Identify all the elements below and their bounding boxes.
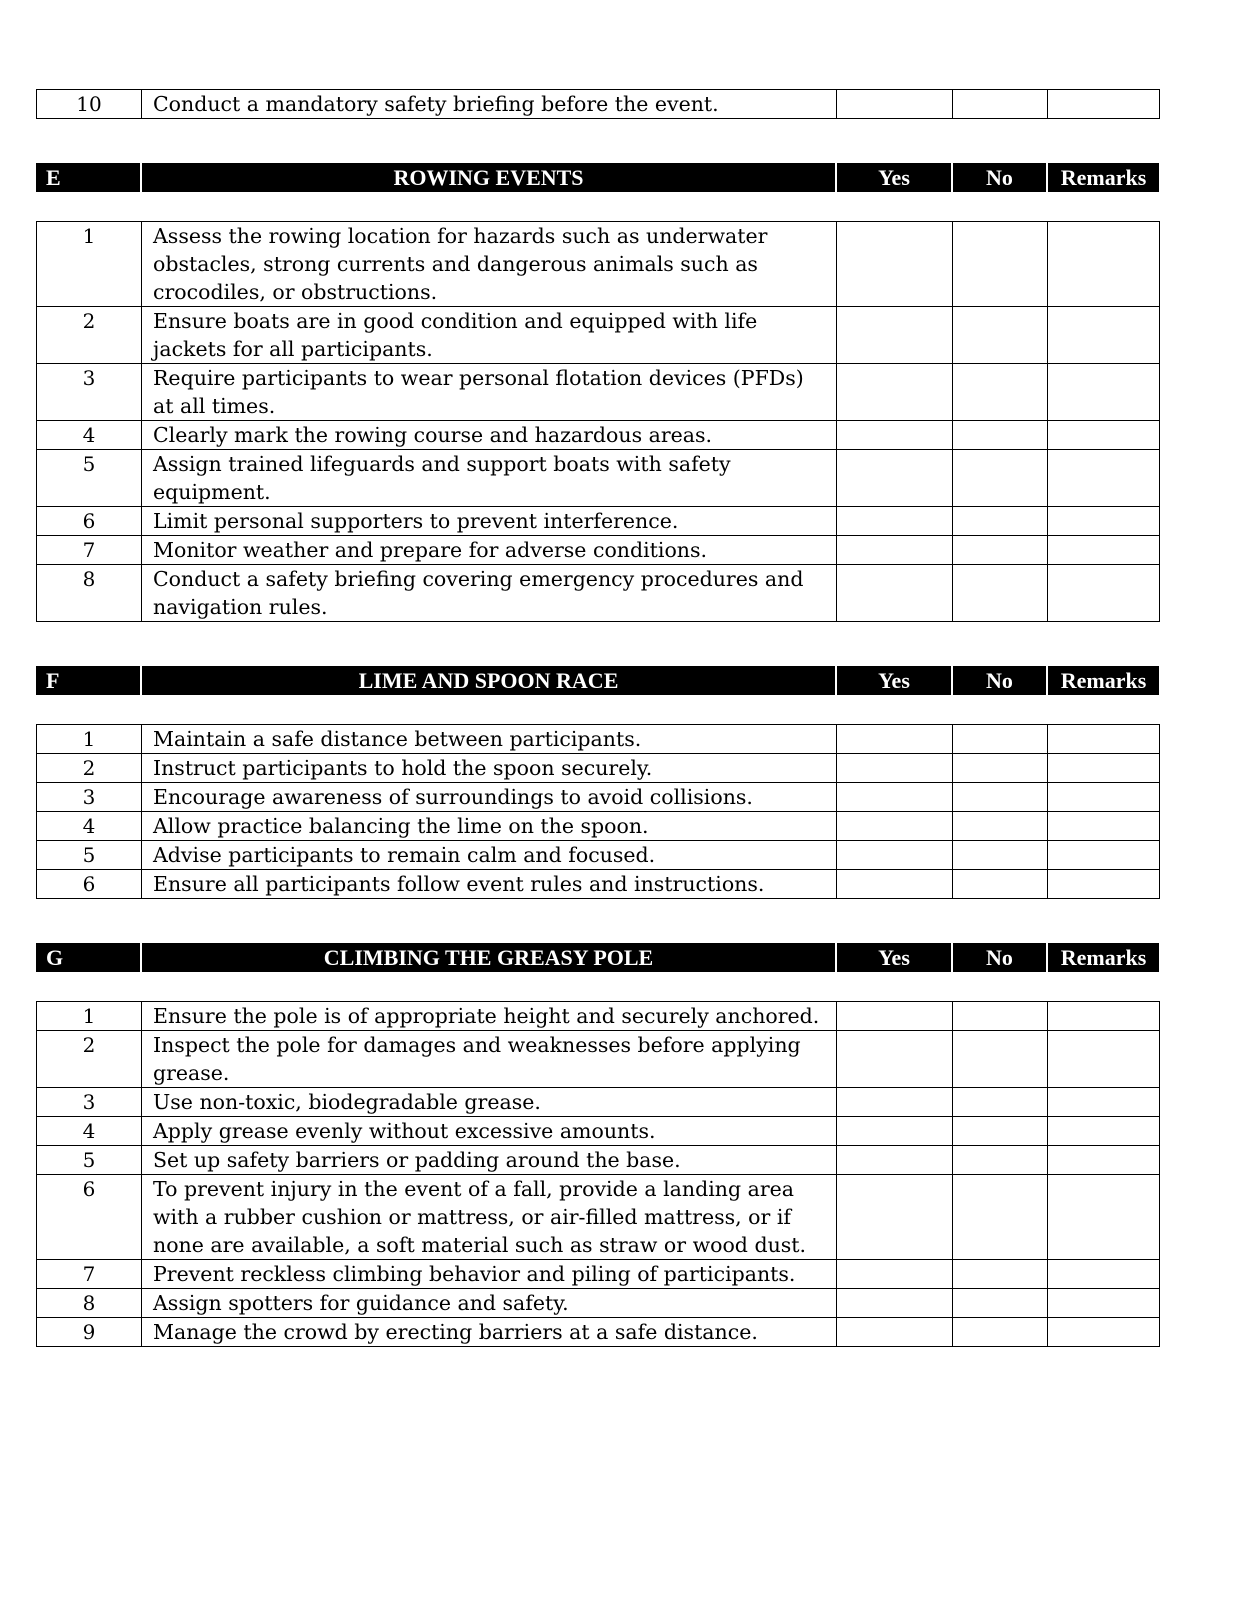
checklist-row [37,421,1160,450]
remarks-cell[interactable] [1048,222,1160,307]
remarks-cell[interactable] [1048,1002,1160,1031]
checklist-row [37,1146,1160,1175]
checklist-row [37,1002,1160,1031]
remarks-cell[interactable] [1048,565,1160,622]
item-description: Manage the crowd by erecting barriers at a safe distance. [142,1318,837,1347]
section-title: CLIMBING THE GREASY POLE [141,943,836,972]
section-header [36,666,1159,695]
item-description: Maintain a safe distance between participants. [142,725,837,754]
yes-cell[interactable] [837,783,953,812]
checklist-row [37,1031,1160,1088]
remarks-cell[interactable] [1048,812,1160,841]
remarks-cell[interactable] [1048,307,1160,364]
item-number: 2 [37,754,142,783]
no-cell[interactable] [953,1175,1048,1260]
no-cell[interactable] [953,870,1048,899]
item-description: Prevent reckless climbing behavior and piling of participants. [142,1260,837,1289]
section-letter: G [36,943,141,972]
item-description: Ensure the pole is of appropriate height and securely anchored. [142,1002,837,1031]
no-cell[interactable] [953,421,1048,450]
remarks-cell[interactable] [1048,1289,1160,1318]
section-table [36,724,1160,899]
yes-cell[interactable] [837,870,953,899]
yes-cell[interactable] [837,1260,953,1289]
yes-cell[interactable] [837,1289,953,1318]
checklist-row [37,565,1160,622]
remarks-cell[interactable] [1048,450,1160,507]
item-description: Allow practice balancing the lime on the spoon. [142,812,837,841]
yes-cell[interactable] [837,1318,953,1347]
sections-container [36,119,1159,1347]
no-cell[interactable] [953,1117,1048,1146]
no-cell[interactable] [953,1289,1048,1318]
item-description: Assess the rowing location for hazards such as underwater obstacles, strong currents and dangerous animals such as crocodiles, or obstructions. [142,222,837,307]
item-number: 1 [37,1002,142,1031]
item-description: Set up safety barriers or padding around the base. [142,1146,837,1175]
no-cell[interactable] [953,783,1048,812]
checklist-row [37,725,1160,754]
checklist-row [37,90,1160,119]
item-number: 4 [37,812,142,841]
yes-cell[interactable] [837,1002,953,1031]
remarks-cell[interactable] [1048,536,1160,565]
checklist-row [37,1088,1160,1117]
item-number: 6 [37,1175,142,1260]
item-number: 8 [37,565,142,622]
remarks-cell[interactable] [1048,1146,1160,1175]
item-description: Limit personal supporters to prevent interference. [142,507,837,536]
remarks-column-header: Remarks [1060,668,1147,693]
item-number: 5 [37,450,142,507]
no-cell[interactable] [953,754,1048,783]
item-number: 7 [37,536,142,565]
yes-cell[interactable] [837,307,953,364]
no-cell[interactable] [953,364,1048,421]
remarks-cell[interactable] [1048,841,1160,870]
item-description: Advise participants to remain calm and focused. [142,841,837,870]
item-description: Assign trained lifeguards and support boats with safety equipment. [142,450,837,507]
remarks-cell[interactable] [1048,1117,1160,1146]
item-number: 1 [37,222,142,307]
item-description: Instruct participants to hold the spoon securely. [142,754,837,783]
no-cell[interactable] [953,1088,1048,1117]
no-column-header: No [952,666,1047,695]
yes-cell[interactable] [837,421,953,450]
checklist-row [37,812,1160,841]
yes-cell[interactable] [837,450,953,507]
item-number: 3 [37,783,142,812]
header-spacer [36,192,1159,221]
checklist-row [37,870,1160,899]
item-description: Conduct a safety briefing covering emergency procedures and navigation rules. [142,565,837,622]
remarks-cell[interactable] [1048,1260,1160,1289]
item-description: Require participants to wear personal flotation devices (PFDs) at all times. [142,364,837,421]
no-cell[interactable] [953,1146,1048,1175]
remarks-cell[interactable] [1048,1318,1160,1347]
remarks-cell[interactable] [1048,364,1160,421]
no-cell[interactable] [953,90,1048,119]
yes-cell[interactable] [837,725,953,754]
yes-cell[interactable] [837,1088,953,1117]
no-column-header: No [952,163,1047,192]
yes-cell[interactable] [837,1175,953,1260]
checklist-row [37,841,1160,870]
item-number: 6 [37,507,142,536]
remarks-column-header: Remarks [1060,165,1147,190]
yes-cell[interactable] [837,841,953,870]
yes-column-header: Yes [836,666,952,695]
checklist-row [37,364,1160,421]
yes-cell[interactable] [837,565,953,622]
checklist-row [37,754,1160,783]
item-number: 4 [37,1117,142,1146]
yes-cell[interactable] [837,812,953,841]
no-cell[interactable] [953,812,1048,841]
checklist-row [37,1318,1160,1347]
no-cell[interactable] [953,1002,1048,1031]
yes-cell[interactable] [837,90,953,119]
yes-column-header: Yes [836,943,952,972]
item-number: 5 [37,841,142,870]
header-spacer [36,695,1159,724]
item-number: 9 [37,1318,142,1347]
section-spacer [36,899,1159,943]
checklist-row [37,450,1160,507]
checklist-row [37,783,1160,812]
yes-cell[interactable] [837,1117,953,1146]
checklist-row [37,222,1160,307]
item-number: 2 [37,1031,142,1088]
item-description: Clearly mark the rowing course and hazardous areas. [142,421,837,450]
no-cell[interactable] [953,1031,1048,1088]
remarks-cell[interactable] [1048,507,1160,536]
remarks-cell[interactable] [1048,1088,1160,1117]
no-cell[interactable] [953,507,1048,536]
section-header [36,163,1159,192]
item-number: 3 [37,1088,142,1117]
item-number: 10 [37,90,142,119]
yes-cell[interactable] [837,1031,953,1088]
yes-cell[interactable] [837,507,953,536]
item-description: Ensure all participants follow event rules and instructions. [142,870,837,899]
item-description: Encourage awareness of surroundings to avoid collisions. [142,783,837,812]
no-cell[interactable] [953,1318,1048,1347]
yes-cell[interactable] [837,222,953,307]
checklist-row [37,536,1160,565]
section-title: ROWING EVENTS [141,163,836,192]
item-number: 7 [37,1260,142,1289]
no-cell[interactable] [953,565,1048,622]
item-number: 6 [37,870,142,899]
section-spacer [36,119,1159,163]
item-number: 2 [37,307,142,364]
remarks-cell[interactable] [1048,725,1160,754]
item-description: To prevent injury in the event of a fall, provide a landing area with a rubber cushion or mattress, or air-filled mattress, or if none are available, a soft material such as straw or wood dust. [142,1175,837,1260]
item-description: Assign spotters for guidance and safety. [142,1289,837,1318]
no-cell[interactable] [953,536,1048,565]
checklist-row [37,1260,1160,1289]
section-table [36,1001,1160,1347]
item-number: 3 [37,364,142,421]
section-table [36,221,1160,622]
remarks-cell[interactable] [1048,1031,1160,1088]
remarks-cell[interactable] [1048,870,1160,899]
section-spacer [36,622,1159,666]
item-description: Ensure boats are in good condition and equipped with life jackets for all participants. [142,307,837,364]
continuation-table-body [37,90,1160,119]
yes-cell[interactable] [837,1146,953,1175]
yes-column-header: Yes [836,163,952,192]
no-cell[interactable] [953,1260,1048,1289]
no-cell[interactable] [953,222,1048,307]
item-description: Inspect the pole for damages and weaknesses before applying grease. [142,1031,837,1088]
section-title: LIME AND SPOON RACE [141,666,836,695]
remarks-cell[interactable] [1048,421,1160,450]
no-cell[interactable] [953,725,1048,754]
remarks-column-header: Remarks [1060,945,1147,970]
section-header [36,943,1159,972]
item-number: 8 [37,1289,142,1318]
no-cell[interactable] [953,841,1048,870]
checklist-row [37,307,1160,364]
header-spacer [36,972,1159,1001]
section-letter: E [36,163,141,192]
item-number: 5 [37,1146,142,1175]
yes-cell[interactable] [837,754,953,783]
item-number: 1 [37,725,142,754]
item-description: Apply grease evenly without excessive amounts. [142,1117,837,1146]
item-number: 4 [37,421,142,450]
item-description: Conduct a mandatory safety briefing before the event. [142,90,837,119]
continuation-table [36,89,1160,119]
item-description: Monitor weather and prepare for adverse conditions. [142,536,837,565]
checklist-row [37,1175,1160,1260]
remarks-cell[interactable] [1048,90,1160,119]
no-column-header: No [952,943,1047,972]
checklist-page [36,89,1159,1347]
yes-cell[interactable] [837,536,953,565]
no-cell[interactable] [953,450,1048,507]
checklist-row [37,1117,1160,1146]
no-cell[interactable] [953,307,1048,364]
remarks-cell[interactable] [1048,754,1160,783]
remarks-cell[interactable] [1048,783,1160,812]
checklist-row [37,507,1160,536]
section-letter: F [36,666,141,695]
yes-cell[interactable] [837,364,953,421]
checklist-row [37,1289,1160,1318]
item-description: Use non-toxic, biodegradable grease. [142,1088,837,1117]
remarks-cell[interactable] [1048,1175,1160,1260]
